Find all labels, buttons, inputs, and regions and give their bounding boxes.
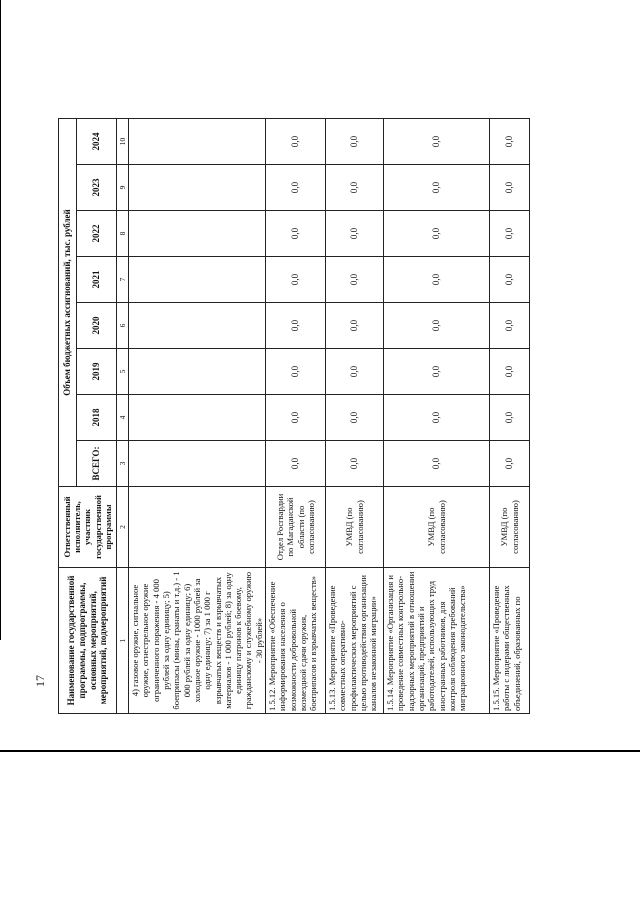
row-value: 0,0: [266, 119, 326, 165]
row-name: 1.5.12. Мероприятие «Обеспечение информирования населения о возможности добровольной возмездной сдачи оружия, боеприпасов и взрывчатых веществ»: [266, 568, 326, 714]
header-year: 2023: [77, 165, 117, 211]
row-value: 0,0: [326, 119, 384, 165]
table-row: [384, 119, 490, 714]
row-name: 1.5.13. Мероприятие «Проведение совместных оперативно-профилактических мероприятий с целью противодействия организации каналов незаконной миграции»: [326, 568, 384, 714]
row-value: 0,0: [490, 303, 530, 349]
column-number: 8: [117, 211, 129, 257]
row-value: 0,0: [384, 303, 490, 349]
row-responsible: [129, 487, 266, 568]
row-value: 0,0: [384, 349, 490, 395]
row-value: [129, 257, 266, 303]
header-year: 2018: [77, 395, 117, 441]
row-value: 0,0: [266, 211, 326, 257]
budget-table: [58, 118, 530, 714]
row-value: [129, 349, 266, 395]
row-value: 0,0: [490, 119, 530, 165]
column-number: 10: [117, 119, 129, 165]
column-number: 4: [117, 395, 129, 441]
row-value: 0,0: [326, 165, 384, 211]
row-value: 0,0: [266, 349, 326, 395]
row-responsible: УМВД (по согласованию): [490, 487, 530, 568]
row-value: [129, 211, 266, 257]
row-value: [129, 441, 266, 487]
header-responsible-col: Ответственный исполнитель, участник государственной программы: [59, 487, 117, 568]
header-year: 2021: [77, 257, 117, 303]
row-value: 0,0: [266, 395, 326, 441]
column-number: 9: [117, 165, 129, 211]
page-number: 17: [33, 675, 47, 687]
row-value: 0,0: [490, 211, 530, 257]
column-number: 7: [117, 257, 129, 303]
column-number: 5: [117, 349, 129, 395]
row-value: 0,0: [490, 165, 530, 211]
row-value: 0,0: [326, 303, 384, 349]
row-value: 0,0: [266, 257, 326, 303]
row-value: [129, 165, 266, 211]
column-number: 3: [117, 441, 129, 487]
row-name: 4) газовое оружие, сигнальное оружие, огнестрельное оружие ограниченного поражения - 4 000 рублей за одну единицу; 5) боеприпасы (мины, гранаты и т.д.) - 1 000 рублей за одну единицу; 6) холодное оружие - 1000 рублей за одну единицу; 7) за 1 000 г взрывчатых веществ и взрывчатых материалов - 1 000 рублей; 8) за одну единицу патронов к боевому, гражданскому и служебному оружию - 30 рублей»: [129, 568, 266, 714]
header-budget-group: Объем бюджетных ассигнований, тыс. рублей: [59, 119, 77, 487]
header-total: ВСЕГО:: [77, 441, 117, 487]
column-number: 2: [117, 487, 129, 568]
row-name: 1.5.14. Мероприятие «Организация и проведение совместных контрольно-надзорных мероприятий в отношении организаций, предприятий и работодателей, использующих труд иностранных работников, для контроля соблюдения требований миграционного законодательства»: [384, 568, 490, 714]
row-value: 0,0: [326, 257, 384, 303]
row-value: 0,0: [326, 395, 384, 441]
header-year: 2024: [77, 119, 117, 165]
row-value: 0,0: [384, 257, 490, 303]
table-row: [490, 119, 530, 714]
row-value: 0,0: [490, 349, 530, 395]
row-value: 0,0: [266, 441, 326, 487]
header-year: 2020: [77, 303, 117, 349]
row-value: 0,0: [384, 211, 490, 257]
row-value: 0,0: [384, 395, 490, 441]
row-value: 0,0: [490, 395, 530, 441]
row-name: 1.5.15. Мероприятие «Проведение работы с лидерами общественных объединений, образованных по: [490, 568, 530, 714]
row-value: 0,0: [266, 165, 326, 211]
header-year: 2019: [77, 349, 117, 395]
row-value: 0,0: [490, 257, 530, 303]
table-row: [266, 119, 326, 714]
row-responsible: Отдел Росгвардии по Магаданской области (по согласованию): [266, 487, 326, 568]
table-row: [326, 119, 384, 714]
row-value: 0,0: [490, 441, 530, 487]
row-value: 0,0: [384, 119, 490, 165]
row-value: 0,0: [326, 441, 384, 487]
horizontal-rule: [0, 751, 640, 753]
header-year: 2022: [77, 211, 117, 257]
row-value: [129, 303, 266, 349]
row-responsible: УМВД (по согласованию): [326, 487, 384, 568]
row-value: [129, 119, 266, 165]
row-value: 0,0: [326, 211, 384, 257]
row-responsible: УМВД (по согласованию): [384, 487, 490, 568]
row-value: [129, 395, 266, 441]
header-name-col: Наименование государственной программы, подпрограммы, основных мероприятий, мероприятий, подмероприятий: [59, 568, 117, 714]
column-number: 6: [117, 303, 129, 349]
row-value: 0,0: [326, 349, 384, 395]
column-number: 1: [117, 568, 129, 714]
row-value: 0,0: [266, 303, 326, 349]
row-value: 0,0: [384, 165, 490, 211]
table-row: [129, 119, 266, 714]
row-value: 0,0: [384, 441, 490, 487]
